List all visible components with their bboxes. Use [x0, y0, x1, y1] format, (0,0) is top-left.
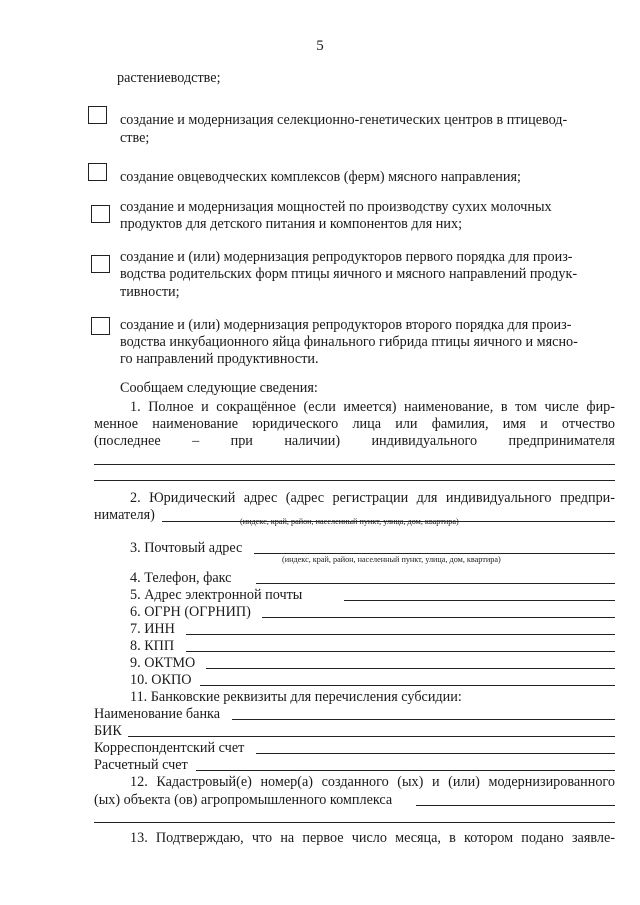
checkbox-item-2-line1: создание овцеводческих комплексов (ферм) мясного направления; [120, 169, 521, 185]
field1-line3 [94, 433, 615, 450]
bank-heading: 11. Банковские реквизиты для перечисления субсидии: [130, 689, 462, 705]
checkbox-item-4-line3: тивности; [120, 284, 180, 300]
field2-line1: 2. Юридический адрес (адрес регистрации для индивидуального предпри- [130, 490, 615, 506]
field12-line2: (ых) объекта (ов) агропромышленного комплекса [94, 792, 393, 808]
field12-blank-line-1[interactable] [416, 805, 615, 806]
bank-name-label: Наименование банка [94, 706, 221, 722]
checkbox-item-4-line2: водства родительских форм птицы яичного и мясного направлений продук- [120, 266, 578, 282]
field1-blank-line-1[interactable] [94, 464, 615, 465]
field13-line1: 13. Подтверждаю, что на первое число месяца, в котором подано заявле- [130, 830, 615, 846]
checkbox-item-5-line2: водства инкубационного яйца финального гибрида птицы яичного и мясно- [120, 334, 578, 350]
field-inn-line[interactable] [186, 634, 615, 635]
field1-word: – [192, 433, 200, 449]
field-okpo-line[interactable] [200, 685, 615, 686]
checkbox-item-4-line1: создание и (или) модернизация репродукторов первого порядка для произ- [120, 249, 573, 265]
field1-word: (последнее [94, 433, 161, 449]
bik-label: БИК [94, 723, 122, 739]
corr-account-label: Корреспондентский счет [94, 740, 245, 756]
checkbox-item-3-line1: создание и модернизация мощностей по производству сухих молочных [120, 199, 552, 215]
checkbox-first-order-reproducers[interactable] [91, 255, 110, 273]
corr-account-line[interactable] [256, 753, 615, 754]
field1-word: предпринимателя [508, 433, 615, 449]
field1-word: при [230, 433, 253, 449]
checkbox-second-order-reproducers[interactable] [91, 317, 110, 335]
field-inn-label: 7. ИНН [130, 621, 175, 637]
bank-name-line[interactable] [232, 719, 615, 720]
page-number: 5 [316, 38, 324, 54]
field3-label: 3. Почтовый адрес [130, 540, 243, 556]
field1-word: наличии) [284, 433, 341, 449]
checkbox-item-5-line3: го направлений продуктивности. [120, 351, 319, 367]
bik-line[interactable] [128, 736, 615, 737]
field12-line1: 12. Кадастровый(е) номер(а) созданного (ых) и (или) модернизированного [130, 774, 615, 790]
checkbox-selection-centers[interactable] [88, 106, 107, 124]
checkbox-dry-milk-products[interactable] [91, 205, 110, 223]
field-oktmo-label: 9. ОКТМО [130, 655, 196, 671]
field1-word: индивидуального [371, 433, 478, 449]
checkbox-sheep-complexes[interactable] [88, 163, 107, 181]
field2-line2: нимателя) [94, 507, 155, 523]
checkbox-item-5-line1: создание и (или) модернизация репродукторов второго порядка для произ- [120, 317, 572, 333]
field1-line2: менное наименование юридического лица или фамилия, имя и отчество [94, 416, 615, 432]
field12-blank-line-2[interactable] [94, 822, 615, 823]
intro-tail-text: растениеводстве; [117, 70, 221, 86]
field-ogrn-line[interactable] [262, 617, 615, 618]
field-oktmo-line[interactable] [206, 668, 615, 669]
checkbox-item-1-line2: стве; [120, 130, 150, 146]
settlement-account-line[interactable] [196, 770, 615, 771]
field-email-label: 5. Адрес электронной почты [130, 587, 303, 603]
info-heading: Сообщаем следующие сведения: [120, 380, 318, 396]
field-phone-line[interactable] [256, 583, 615, 584]
field-email-line[interactable] [344, 600, 615, 601]
field-phone-label: 4. Телефон, факс [130, 570, 232, 586]
checkbox-item-1-line1: создание и модернизация селекционно-генетических центров в птицевод- [120, 112, 568, 128]
checkbox-item-3-line2: продуктов для детского питания и компонентов для них; [120, 216, 463, 232]
field2-hint: (индекс, край, район, населенный пункт, улица, дом, квартира) [240, 517, 459, 526]
field-kpp-line[interactable] [186, 651, 615, 652]
field3-hint: (индекс, край, район, населенный пункт, улица, дом, квартира) [282, 555, 501, 564]
settlement-account-label: Расчетный счет [94, 757, 188, 773]
field1-line1: 1. Полное и сокращённое (если имеется) наименование, в том числе фир- [130, 399, 615, 415]
field-ogrn-label: 6. ОГРН (ОГРНИП) [130, 604, 251, 620]
field-okpo-label: 10. ОКПО [130, 672, 192, 688]
field3-blank-line[interactable] [254, 553, 615, 554]
field1-blank-line-2[interactable] [94, 480, 615, 481]
field-kpp-label: 8. КПП [130, 638, 175, 654]
